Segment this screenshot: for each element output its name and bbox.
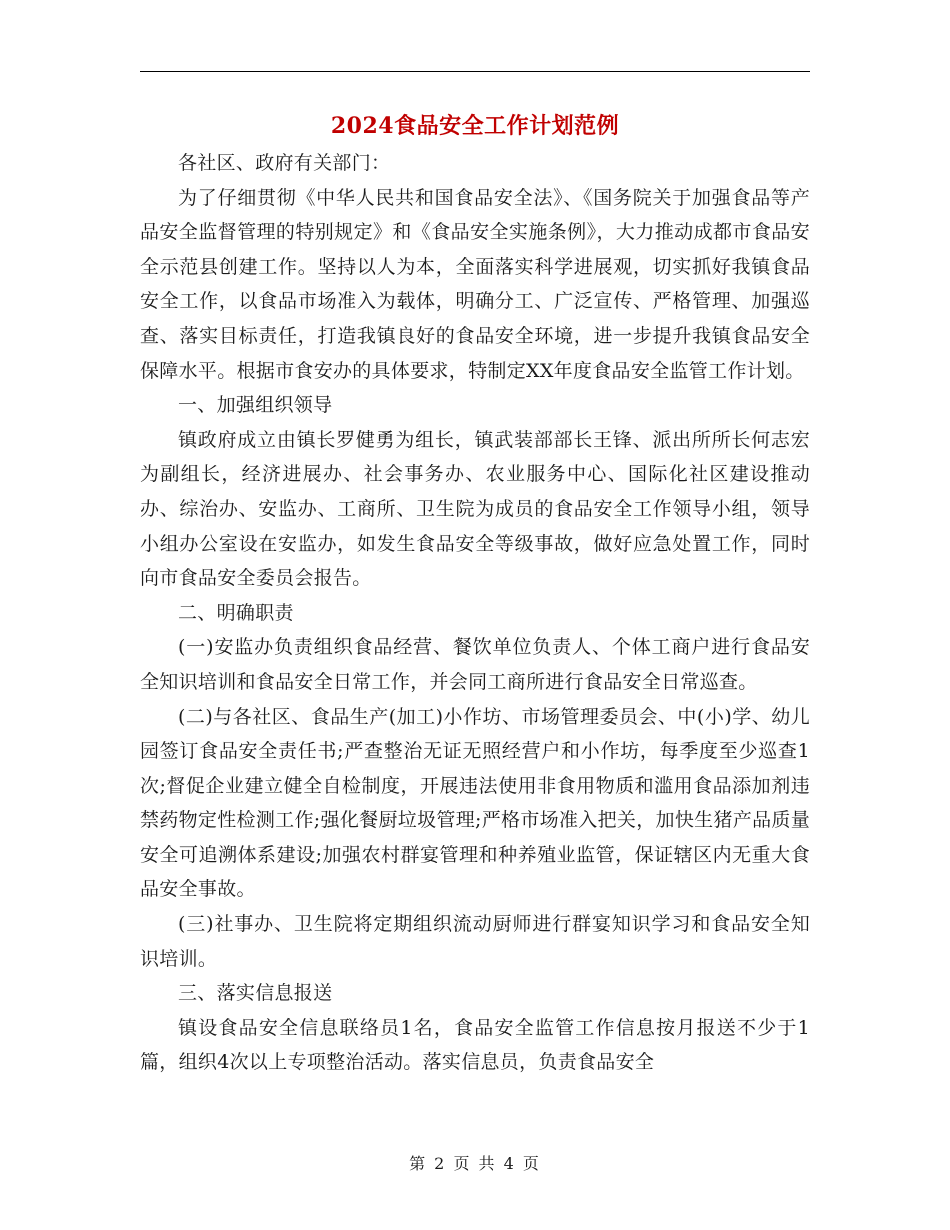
paragraph-organization: 镇政府成立由镇长罗健勇为组长，镇武装部部长王锋、派出所所长何志宏为副组长，经济进展办、社会事务办、农业服务中心、国际化社区建设推动办、综治办、安监办、工商所、卫生院为成员的食品安全工作领导小组，领导小组办公室设在安监办，如发生食品安全等级事故，做好应急处置工作，同时向市食品安全委员会报告。 [140,428,810,590]
paragraph-duty-3: (三)社事办、卫生院将定期组织流动厨师进行群宴知识学习和食品安全知识培训。 [140,913,810,970]
document-body [140,146,810,1080]
paragraph-reporting: 镇设食品安全信息联络员1名，食品安全监管工作信息按月报送不少于1篇，组织4次以上专项整治活动。落实信息员，负责食品安全 [140,1016,810,1074]
section-heading-2: 二、明确职责 [178,601,294,624]
header-rule [140,71,810,72]
paragraph-intro: 为了仔细贯彻《中华人民共和国食品安全法》、《国务院关于加强食品等产品安全监督管理的特别规定》和《食品安全实施条例》，大力推动成都市食品安全示范县创建工作。坚持以人为本，全面落实科学进展观，切实抓好我镇食品安全工作，以食品市场准入为载体，明确分工、广泛宣传、严格管理、加强巡查、落实目标责任，打造我镇良好的食品安全环境，进一步提升我镇食品安全保障水平。根据市食安办的具体要求，特制定XX年度食品安全监管工作计划。 [140,186,810,382]
section-heading-3: 三、落实信息报送 [178,982,333,1005]
document-title: 2024食品安全工作计划范例 [330,113,620,139]
salutation: 各社区、政府有关部门： [178,152,391,174]
section-heading-1: 一、加强组织领导 [178,394,333,417]
paragraph-duty-1: (一)安监办负责组织食品经营、餐饮单位负责人、个体工商户进行食品安全知识培训和食品安全日常工作，并会同工商所进行食品安全日常巡查。 [140,636,810,693]
paragraph-duty-2: (二)与各社区、食品生产(加工)小作坊、市场管理委员会、中(小)学、幼儿园签订食品安全责任书;严查整治无证无照经营户和小作坊，每季度至少巡查1次;督促企业建立健全自检制度，开展违法使用非食用物质和滥用食品添加剂违禁药物定性检测工作;强化餐厨垃圾管理;严格市场准入把关，加快生猪产品质量安全可追溯体系建设;加强农村群宴管理和种养殖业监管，保证辖区内无重大食品安全事故。 [140,705,810,901]
page-number: 第 2 页 共 4 页 [409,1154,541,1173]
